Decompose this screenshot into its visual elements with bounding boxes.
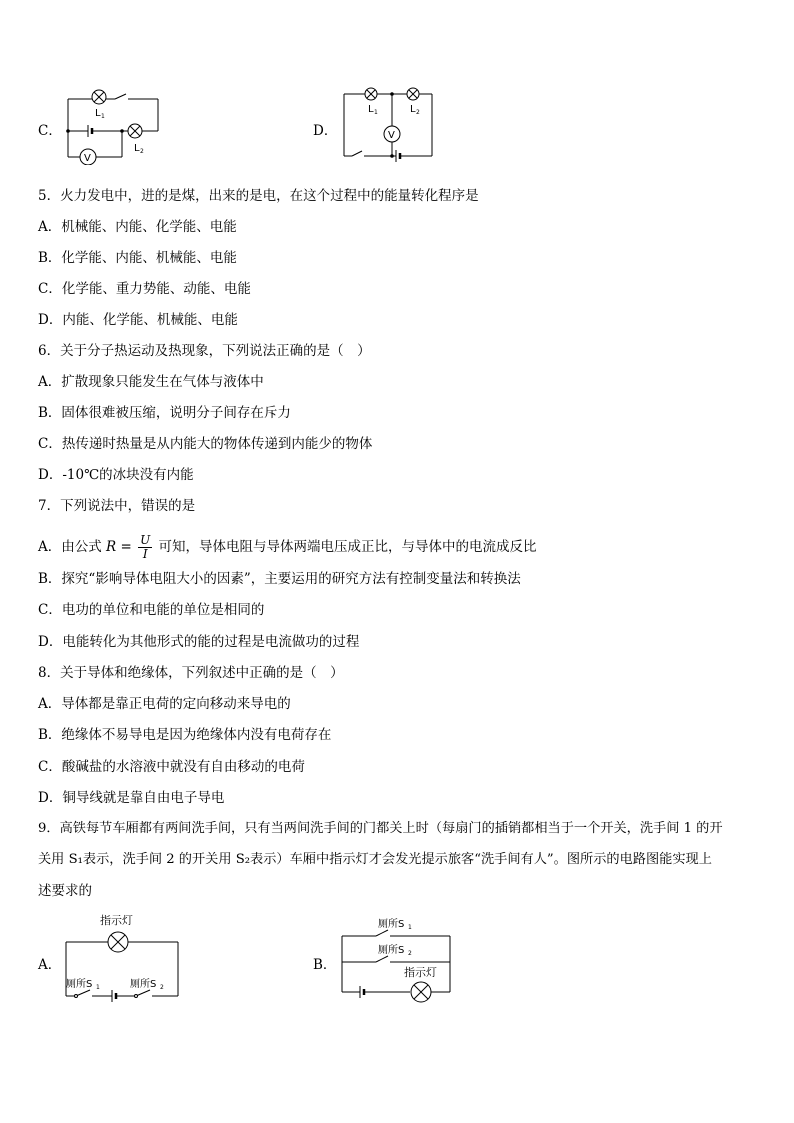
question-7-option-c: C．电功的单位和电能的单位是相同的 bbox=[38, 602, 265, 618]
circuit-diagram-d bbox=[338, 82, 438, 162]
formula-fraction bbox=[138, 534, 152, 561]
indicator-lamp-label: 指示灯 bbox=[404, 966, 437, 979]
question-7-stem: 7．下列说法中，错误的是 bbox=[38, 498, 196, 514]
switch-subscript: 1 bbox=[96, 984, 100, 991]
question-5-option-b: B．化学能、内能、机械能、电能 bbox=[38, 250, 237, 266]
question-8-stem: 8．关于导体和绝缘体，下列叙述中正确的是（ ） bbox=[38, 665, 344, 681]
option-a-label: A． bbox=[38, 957, 62, 973]
question-5-option-a: A．机械能、内能、化学能、电能 bbox=[38, 219, 237, 235]
option-b-label: B． bbox=[313, 957, 337, 973]
question-8-option-a: A．导体都是靠正电荷的定向移动来导电的 bbox=[38, 696, 291, 712]
lamp-subscript: 2 bbox=[140, 148, 144, 155]
question-6-option-c: C．热传递时热量是从内能大的物体传递到内能少的物体 bbox=[38, 436, 373, 452]
question-5-option-c: C．化学能、重力势能、动能、电能 bbox=[38, 281, 251, 297]
formula-numerator: U bbox=[140, 533, 151, 547]
circuit-diagram-c bbox=[60, 85, 170, 165]
question-7-option-a bbox=[38, 534, 537, 561]
question-8-option-c: C．酸碱盐的水溶液中就没有自由移动的电荷 bbox=[38, 759, 305, 775]
lamp-subscript: 1 bbox=[101, 113, 105, 120]
question-9-stem-line-1: 9．高铁每节车厢都有两间洗手间，只有当两间洗手间的门都关上时（每扇门的插销都相当于一个开关，洗手间 1 的开 bbox=[38, 821, 723, 836]
formula-denominator: I bbox=[142, 547, 148, 561]
question-6-option-b: B．固体很难被压缩，说明分子间存在斥力 bbox=[38, 405, 291, 421]
option-d-label: D． bbox=[313, 123, 338, 139]
switch-subscript: 1 bbox=[408, 924, 412, 931]
voltmeter-label: V bbox=[388, 130, 395, 141]
lamp-subscript: 2 bbox=[416, 109, 420, 116]
question-7-option-d: D．电能转化为其他形式的能的过程是电流做功的过程 bbox=[38, 634, 360, 650]
question-5-option-d: D．内能、化学能、机械能、电能 bbox=[38, 312, 238, 328]
switch-subscript: 2 bbox=[408, 950, 412, 957]
option-c-label: C． bbox=[38, 123, 62, 139]
switch-subscript: 2 bbox=[160, 984, 164, 991]
question-5-stem: 5．火力发电中，进的是煤，出来的是电，在这个过程中的能量转化程序是 bbox=[38, 188, 479, 204]
lamp-label: L bbox=[368, 104, 374, 115]
lamp-label: L bbox=[95, 108, 101, 119]
indicator-lamp-label: 指示灯 bbox=[100, 914, 133, 927]
question-6-option-a: A．扩散现象只能发生在气体与液体中 bbox=[38, 374, 264, 390]
option-a-prefix: A．由公式 bbox=[38, 539, 102, 555]
circuit-diagram-9b bbox=[336, 910, 456, 1006]
voltmeter-label: V bbox=[84, 153, 91, 164]
lamp-subscript: 1 bbox=[374, 109, 378, 116]
circuit-diagram-9a bbox=[60, 906, 190, 1006]
lamp-label: L bbox=[410, 104, 416, 115]
question-7-option-b: B．探究“影响导体电阻大小的因素”，主要运用的研究方法有控制变量法和转换法 bbox=[38, 571, 521, 587]
question-9-stem-line-3: 述要求的 bbox=[38, 883, 92, 899]
question-8-option-b: B．绝缘体不易导电是因为绝缘体内没有电荷存在 bbox=[38, 727, 332, 743]
option-a-suffix: 可知，导体电阻与导体两端电压成正比，与导体中的电流成反比 bbox=[158, 539, 537, 555]
formula-lhs: R = bbox=[106, 539, 132, 555]
question-6-option-d: D．-10℃的冰块没有内能 bbox=[38, 467, 194, 483]
question-8-option-d: D．铜导线就是靠自由电子导电 bbox=[38, 790, 225, 806]
switch-label: 厕所S bbox=[130, 979, 157, 990]
switch-label: 厕所S bbox=[378, 919, 405, 930]
switch-label: 厕所S bbox=[66, 979, 93, 990]
switch-label: 厕所S bbox=[378, 945, 405, 956]
question-6-stem: 6．关于分子热运动及热现象，下列说法正确的是（ ） bbox=[38, 343, 371, 359]
lamp-label: L bbox=[134, 143, 140, 154]
question-9-stem-line-2: 关用 S₁表示，洗手间 2 的开关用 S₂表示）车厢中指示灯才会发光提示旅客“洗手间有人”。图所示的电路图能实现上 bbox=[38, 852, 712, 867]
